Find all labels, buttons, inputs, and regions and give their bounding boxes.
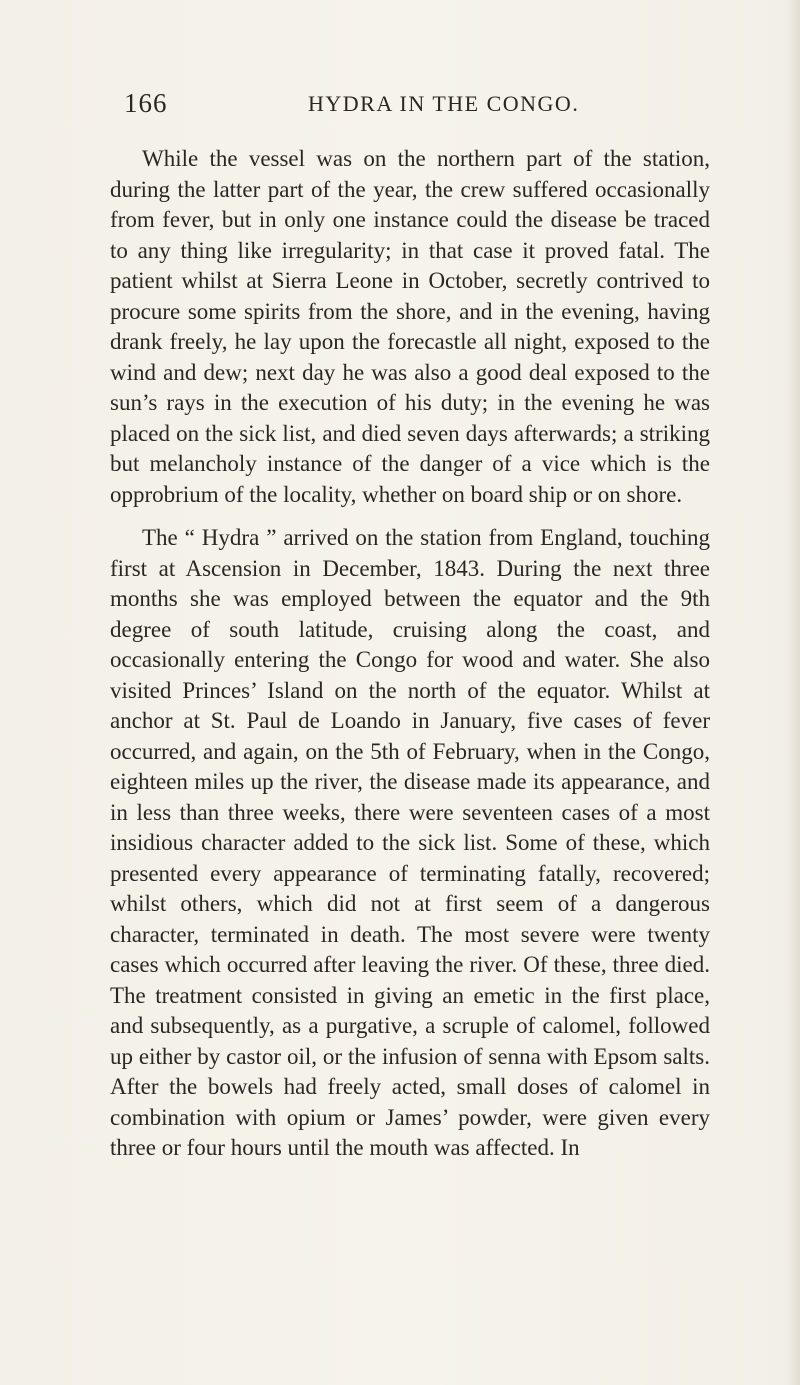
paragraph-hydra-arrival: The “ Hydra ” arrived on the station from England, touching first at Ascension in December, 1843. During the next three months she was employed between the equator and the 9th degree of south latitude, cruising along the coast, and occasionally entering the Congo for wood and water. She also visited Princes’ Island on the north of the equator. Whilst at anchor at St. Paul de Loando in January, five cases of fever occurred, and again, on the 5th of February, when in the Congo, eighteen miles up the river, the disease made its appearance, and in less than three weeks, there were seventeen cases of a most insidious character added to the sick list. Some of these, which presented every appearance of terminating fatally, recovered; whilst others, which did not at first seem of a dangerous character, terminated in death. The most severe were twenty cases which occurred after leaving the river. Of these, three died. The treatment consisted in giving an emetic in the first place, and subsequently, as a purgative, a scruple of calomel, followed up either by castor oil, or the infusion of senna with Epsom salts. After the bowels had freely acted, small doses of calomel in combination with opium or James’ powder, were given every three or four hours until the mouth was affected. In — [110, 525, 710, 1160]
page-number: 166 — [124, 88, 168, 118]
paragraph-fever-sierra-leone: While the vessel was on the northern part of the station, during the latter part of the year, the crew suffered occasionally from fever, but in only one instance could the disease be traced to any thing like irregularity; in that case it proved fatal. The patient whilst at Sierra Leone in October, secretly contrived to procure some spirits from the shore, and in the evening, having drank freely, he lay upon the forecastle all night, exposed to the wind and dew; next day he was also a good deal exposed to the sun’s rays in the execution of his duty; in the evening he was placed on the sick list, and died seven days afterwards; a striking but melancholy instance of the danger of a vice which is the opprobrium of the locality, whether on board ship or on shore. — [110, 146, 710, 507]
running-head: HYDRA IN THE CONGO. — [308, 91, 580, 116]
body-text — [110, 144, 710, 1164]
page-header — [0, 88, 800, 128]
page-edge-shadow — [786, 0, 800, 1385]
